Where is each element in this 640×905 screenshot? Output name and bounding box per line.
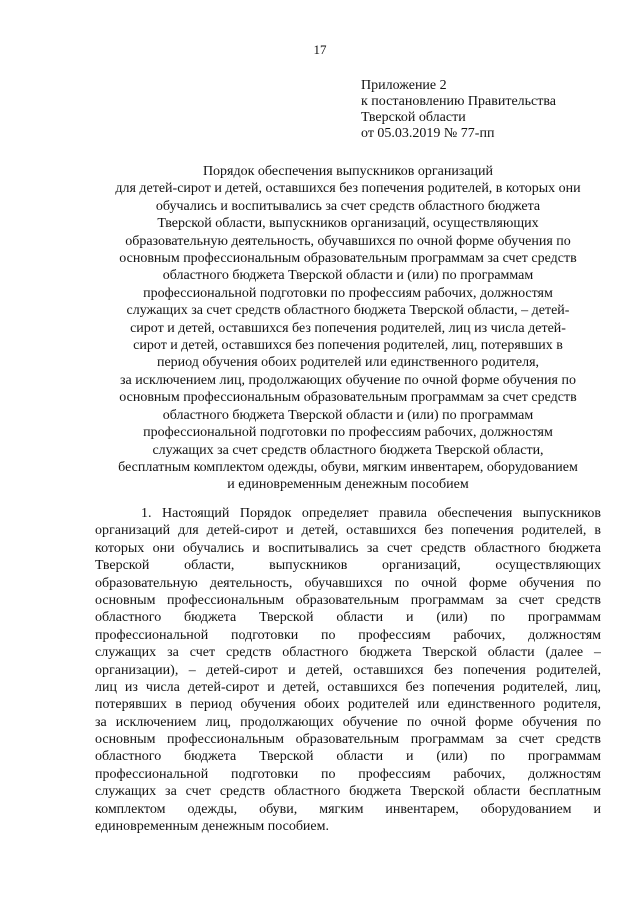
paragraph-line: единовременным денежным пособием.: [95, 819, 330, 835]
title-line: для детей-сирот и детей, оставшихся без попечения родителей, в которых они: [115, 181, 581, 197]
title-line: обучались и воспитывались за счет средств областного бюджета: [155, 198, 541, 214]
title-line: Порядок обеспечения выпускников организаций: [202, 164, 494, 179]
paragraph-line: которых они обучались и воспитывались за счет средств областного бюджета: [95, 540, 601, 556]
paragraph-line: профессиональной подготовки по профессиям рабочих, должностям: [95, 766, 601, 782]
title-line: период обучения обоих родителей или единственного родителя,: [156, 355, 540, 371]
paragraph-1: [95, 505, 601, 835]
appendix-line: от 05.03.2019 № 77-пп: [361, 126, 495, 141]
page-number: 17: [313, 42, 327, 57]
paragraph-line: потерявших в период обучения обоих родителей или единственного родителя,: [95, 697, 601, 713]
paragraph-line: организации), – детей-сирот и детей, оставшихся без попечения родителей,: [95, 662, 601, 678]
appendix-line: Приложение 2: [361, 78, 447, 93]
title-line: областного бюджета Тверской области и (или) по программам: [162, 407, 534, 423]
title-line: образовательную деятельность, обучавшихся по очной форме обучения по: [125, 233, 571, 249]
appendix-line: Тверской области: [361, 110, 466, 125]
title-line: профессиональной подготовки по профессиям рабочих, должностям: [143, 285, 553, 301]
title-line: и единовременным денежным пособием: [227, 477, 469, 493]
paragraph-line: организаций для детей-сирот и детей, оставшихся без попечения родителей, в: [95, 523, 601, 539]
paragraph-line: основным профессиональным образовательным программам за счет средств: [95, 592, 601, 608]
appendix-header: [361, 78, 621, 142]
paragraph-line: Тверской области, выпускников организаций, осуществляющих: [95, 558, 601, 574]
title-line: бесплатным комплектом одежды, обуви, мягким инвентарем, оборудованием: [118, 459, 578, 475]
title-line: служащих за счет средств областного бюджета Тверской области,: [152, 442, 544, 458]
paragraph-line: 1. Настоящий Порядок определяет правила обеспечения выпускников: [141, 506, 601, 521]
document-title: [88, 163, 608, 494]
title-line: основным профессиональным образовательным программам за счет средств: [119, 251, 577, 267]
paragraph-line: служащих за счет средств областного бюджета Тверской области бесплатным: [95, 784, 601, 800]
paragraph-line: областного бюджета Тверской области и (или) по программам: [95, 749, 601, 765]
paragraph-line: служащих за счет средств областного бюджета Тверской области (далее –: [95, 645, 601, 661]
paragraph-line: за исключением лиц, продолжающих обучение по очной форме обучения по: [95, 714, 601, 730]
paragraph-line: областного бюджета Тверской области и (или) по программам: [95, 610, 601, 626]
title-line: профессиональной подготовки по профессиям рабочих, должностям: [143, 425, 553, 441]
title-line: сирот и детей, оставшихся без попечения родителей, лиц из числа детей-: [130, 320, 566, 336]
paragraph-line: образовательную деятельность, обучавшихся по очной форме обучения по: [95, 575, 601, 591]
title-line: служащих за счет средств областного бюджета Тверской области, – детей-: [126, 303, 570, 319]
title-line: сирот и детей, оставшихся без попечения родителей, лиц, потерявших в: [133, 338, 563, 354]
paragraph-line: лиц из числа детей-сирот и детей, оставшихся без попечения родителей, лиц,: [95, 679, 601, 695]
title-line: основным профессиональным образовательным программам за счет средств: [119, 390, 577, 406]
paragraph-line: комплектом одежды, обуви, мягким инвентарем, оборудованием и: [95, 801, 601, 817]
title-line: областного бюджета Тверской области и (или) по программам: [162, 268, 534, 284]
title-line: Тверской области, выпускников организаций, осуществляющих: [157, 216, 539, 232]
paragraph-line: профессиональной подготовки по профессиям рабочих, должностям: [95, 627, 601, 643]
paragraph-line: основным профессиональным образовательным программам за счет средств: [95, 732, 601, 748]
appendix-line: к постановлению Правительства: [361, 94, 557, 109]
title-line: за исключением лиц, продолжающих обучение по очной форме обучения по: [120, 372, 576, 388]
